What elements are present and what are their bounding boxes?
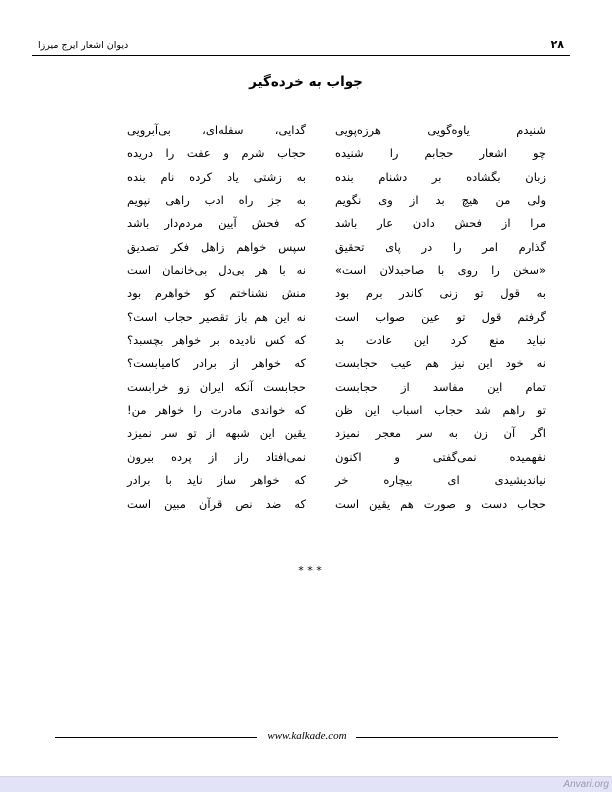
second-hemistich: گدایی، سفله‌ای، بی‌آبرویی	[127, 123, 306, 137]
footer-rule-right	[356, 737, 558, 738]
second-hemistich: که ضد نص قرآن مبین است	[127, 496, 306, 511]
first-hemistich: نفهمیده نمی‌گفتی و اکنون	[335, 449, 546, 464]
first-hemistich: مرا از فحش دادن عار باشد	[335, 216, 546, 231]
first-hemistich: تو راهم شد حجاب اسباب این ظن	[335, 403, 546, 418]
second-hemistich: حجاب شرم و عفت را دریده	[127, 146, 306, 161]
first-hemistich: چو اشعار حجابم را شنیده	[335, 146, 546, 161]
header-rule	[32, 55, 570, 56]
verse-row	[0, 329, 612, 352]
first-hemistich: زبان بگشاده بر دشنام بنده	[335, 169, 546, 184]
second-hemistich: نمی‌افتاد راز از پرده بیرون	[127, 449, 306, 464]
running-header-book-title: دیوان اشعار ایرج میرزا	[38, 40, 129, 51]
poem-verses	[0, 119, 612, 519]
verse-row	[0, 422, 612, 445]
verse-row	[0, 493, 612, 516]
second-hemistich: که خواهر ساز ناید با برادر	[127, 473, 306, 488]
first-hemistich: نباید منع کرد این عادت بد	[335, 333, 546, 348]
first-hemistich: نیاندیشیدی ای بیچاره خر	[335, 473, 546, 488]
verse-row	[0, 166, 612, 189]
verse-row	[0, 212, 612, 235]
first-hemistich: نه خود این نیز هم عیب حجابست	[335, 356, 546, 371]
watermark-band	[0, 776, 612, 792]
verse-row	[0, 306, 612, 329]
verse-row	[0, 376, 612, 399]
second-hemistich: منش نشناختم کو خواهرم بود	[127, 286, 306, 301]
section-separator: * * *	[298, 564, 322, 577]
second-hemistich: که خواندی مادرت را خواهر من!	[127, 403, 306, 418]
second-hemistich: که فحش آیین مردم‌دار باشد	[127, 216, 306, 231]
second-hemistich: به جز راه ادب راهی نپویم	[127, 193, 306, 208]
second-hemistich: یقین این شبهه از تو سر نمیزد	[127, 426, 306, 441]
first-hemistich: شنیدم یاوه‌گویی هرزه‌پویی	[335, 123, 546, 137]
verse-row	[0, 399, 612, 422]
footer-website: www.kalkade.com	[267, 730, 347, 742]
second-hemistich: سپس خواهم زاهل فکر تصدیق	[127, 239, 306, 254]
second-hemistich: که کس نادیده بر خواهر بچسبد؟	[127, 333, 306, 348]
second-hemistich: که خواهر از برادر کامیابست؟	[127, 356, 306, 371]
first-hemistich: حجاب دست و صورت هم یقین است	[335, 496, 546, 511]
verse-row	[0, 446, 612, 469]
poem-title: جواب به خرده‌گیر	[249, 74, 363, 90]
first-hemistich: «سخن را روی با صاحبدلان است»	[335, 263, 546, 278]
page-number: ۲۸	[550, 38, 564, 51]
first-hemistich: تمام این مفاسد از حجابست	[335, 379, 546, 394]
first-hemistich: گذارم امر را در پای تحقیق	[335, 239, 546, 254]
first-hemistich: اگر آن زن به سر معجر نمیزد	[335, 426, 546, 441]
verse-row	[0, 352, 612, 375]
verse-row	[0, 142, 612, 165]
verse-row	[0, 259, 612, 282]
footer-rule-left	[55, 737, 257, 738]
verse-row	[0, 119, 612, 142]
verse-row	[0, 189, 612, 212]
first-hemistich: گرفتم قول تو عین صواب است	[335, 309, 546, 324]
second-hemistich: نه این هم باز تقصیر حجاب است؟	[127, 309, 306, 324]
second-hemistich: به زشتی یاد کرده نام بنده	[127, 169, 306, 184]
second-hemistich: نه با هر بی‌دل بی‌خانمان است	[127, 263, 306, 278]
second-hemistich: حجابست آنکه ایران زو خرابست	[127, 379, 306, 394]
verse-row	[0, 282, 612, 305]
first-hemistich: ولی من هیچ بد از وی نگویم	[335, 193, 546, 208]
verse-row	[0, 236, 612, 259]
verse-row	[0, 469, 612, 492]
first-hemistich: به قول تو زنی کاندر برم بود	[335, 286, 546, 301]
watermark-text: Anvari.org	[563, 779, 609, 790]
